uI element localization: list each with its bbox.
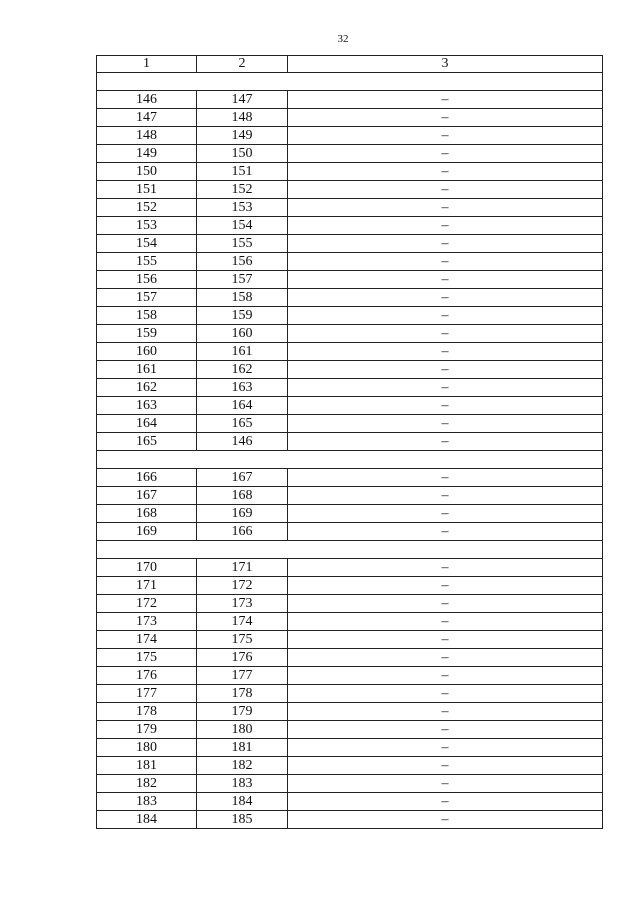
table-cell-col2: 146 xyxy=(197,433,288,451)
table-cell-col3: – xyxy=(288,469,603,487)
table-body xyxy=(97,56,603,829)
table-cell-col3: – xyxy=(288,163,603,181)
table-row xyxy=(97,415,603,433)
table-cell-col3: – xyxy=(288,739,603,757)
header-row xyxy=(97,56,603,73)
table-cell-col2: 176 xyxy=(197,649,288,667)
table-row xyxy=(97,613,603,631)
table-cell-col3: – xyxy=(288,199,603,217)
table-cell-col2: 172 xyxy=(197,577,288,595)
table-row xyxy=(97,343,603,361)
table-row xyxy=(97,559,603,577)
table-cell-col3: – xyxy=(288,685,603,703)
table-cell-col3: – xyxy=(288,577,603,595)
table-cell-col1: 184 xyxy=(97,811,197,829)
table-cell-col1: 180 xyxy=(97,739,197,757)
table-cell-col2: 171 xyxy=(197,559,288,577)
table-cell-col1: 173 xyxy=(97,613,197,631)
table-cell-col1: 153 xyxy=(97,217,197,235)
table-cell-col2: 175 xyxy=(197,631,288,649)
table-row xyxy=(97,721,603,739)
table-cell-col2: 160 xyxy=(197,325,288,343)
table-cell-col2: 156 xyxy=(197,253,288,271)
table-cell-col1: 162 xyxy=(97,379,197,397)
table-row xyxy=(97,793,603,811)
table-cell-col3: – xyxy=(288,181,603,199)
table-cell-col2: 184 xyxy=(197,793,288,811)
table-cell-col2: 180 xyxy=(197,721,288,739)
table-cell-col2: 152 xyxy=(197,181,288,199)
table-cell-col3: – xyxy=(288,559,603,577)
table-cell-col3: – xyxy=(288,703,603,721)
table-row xyxy=(97,631,603,649)
table-cell-col3: – xyxy=(288,127,603,145)
table-cell-col3: – xyxy=(288,325,603,343)
table-row xyxy=(97,505,603,523)
table-cell-col1: 148 xyxy=(97,127,197,145)
table-cell-col2: 153 xyxy=(197,199,288,217)
table-cell-col2: 159 xyxy=(197,307,288,325)
table-row xyxy=(97,811,603,829)
section-separator-row xyxy=(97,541,603,559)
table-cell-col2: 178 xyxy=(197,685,288,703)
table-row xyxy=(97,163,603,181)
table-row xyxy=(97,595,603,613)
table-cell-col2: 148 xyxy=(197,109,288,127)
table-row xyxy=(97,685,603,703)
table-cell-col2: 177 xyxy=(197,667,288,685)
table-cell-col2: 169 xyxy=(197,505,288,523)
table-cell-col3: – xyxy=(288,649,603,667)
table-cell-col2: 181 xyxy=(197,739,288,757)
table-row xyxy=(97,667,603,685)
table-cell-col1: 176 xyxy=(97,667,197,685)
section-separator-cell xyxy=(97,541,603,559)
table-row xyxy=(97,433,603,451)
table-cell-col1: 151 xyxy=(97,181,197,199)
column-header-3: 3 xyxy=(288,56,603,73)
table-row xyxy=(97,109,603,127)
table-cell-col2: 168 xyxy=(197,487,288,505)
table-cell-col3: – xyxy=(288,397,603,415)
table-cell-col1: 183 xyxy=(97,793,197,811)
table-cell-col2: 185 xyxy=(197,811,288,829)
table-cell-col3: – xyxy=(288,343,603,361)
table-cell-col2: 163 xyxy=(197,379,288,397)
table-cell-col3: – xyxy=(288,235,603,253)
table-cell-col3: – xyxy=(288,91,603,109)
table-cell-col3: – xyxy=(288,811,603,829)
table-row xyxy=(97,289,603,307)
page-number: 32 xyxy=(337,33,349,45)
table-cell-col1: 163 xyxy=(97,397,197,415)
table-cell-col1: 160 xyxy=(97,343,197,361)
table-cell-col1: 152 xyxy=(97,199,197,217)
table-row xyxy=(97,235,603,253)
table-cell-col3: – xyxy=(288,307,603,325)
table-row xyxy=(97,523,603,541)
table-cell-col1: 147 xyxy=(97,109,197,127)
table-cell-col1: 168 xyxy=(97,505,197,523)
table-cell-col1: 165 xyxy=(97,433,197,451)
table-cell-col1: 171 xyxy=(97,577,197,595)
table-cell-col2: 164 xyxy=(197,397,288,415)
table-cell-col2: 158 xyxy=(197,289,288,307)
table-cell-col3: – xyxy=(288,289,603,307)
table-row xyxy=(97,307,603,325)
table-cell-col2: 151 xyxy=(197,163,288,181)
table-cell-col3: – xyxy=(288,379,603,397)
table-cell-col2: 149 xyxy=(197,127,288,145)
table-row xyxy=(97,361,603,379)
table-cell-col3: – xyxy=(288,775,603,793)
table-cell-col2: 155 xyxy=(197,235,288,253)
table-cell-col1: 149 xyxy=(97,145,197,163)
table-cell-col3: – xyxy=(288,523,603,541)
table-cell-col3: – xyxy=(288,109,603,127)
table-cell-col1: 181 xyxy=(97,757,197,775)
table-cell-col1: 164 xyxy=(97,415,197,433)
table-cell-col2: 161 xyxy=(197,343,288,361)
table-cell-col1: 169 xyxy=(97,523,197,541)
table-row xyxy=(97,397,603,415)
section-separator-row xyxy=(97,73,603,91)
table-cell-col1: 159 xyxy=(97,325,197,343)
table-cell-col3: – xyxy=(288,667,603,685)
table-cell-col3: – xyxy=(288,271,603,289)
table-cell-col1: 172 xyxy=(97,595,197,613)
table-cell-col3: – xyxy=(288,415,603,433)
table-cell-col3: – xyxy=(288,721,603,739)
table-cell-col3: – xyxy=(288,613,603,631)
table-row xyxy=(97,127,603,145)
table-cell-col1: 150 xyxy=(97,163,197,181)
table-cell-col3: – xyxy=(288,505,603,523)
table-row xyxy=(97,91,603,109)
table-cell-col2: 162 xyxy=(197,361,288,379)
table-row xyxy=(97,487,603,505)
table-cell-col3: – xyxy=(288,487,603,505)
data-table xyxy=(96,55,603,829)
table-cell-col1: 166 xyxy=(97,469,197,487)
table-cell-col3: – xyxy=(288,217,603,235)
table-row xyxy=(97,199,603,217)
table-row xyxy=(97,379,603,397)
table-cell-col1: 157 xyxy=(97,289,197,307)
table-row xyxy=(97,739,603,757)
section-separator-row xyxy=(97,451,603,469)
table-cell-col3: – xyxy=(288,361,603,379)
section-separator-cell xyxy=(97,73,603,91)
table-cell-col1: 175 xyxy=(97,649,197,667)
table-cell-col2: 150 xyxy=(197,145,288,163)
table-row xyxy=(97,703,603,721)
table-cell-col2: 157 xyxy=(197,271,288,289)
table-row xyxy=(97,271,603,289)
table-cell-col2: 174 xyxy=(197,613,288,631)
table-cell-col1: 154 xyxy=(97,235,197,253)
table-row xyxy=(97,325,603,343)
table-cell-col3: – xyxy=(288,631,603,649)
table-row xyxy=(97,217,603,235)
table-row xyxy=(97,253,603,271)
table-row xyxy=(97,469,603,487)
table-row xyxy=(97,145,603,163)
table-cell-col2: 166 xyxy=(197,523,288,541)
table-row xyxy=(97,757,603,775)
table-cell-col2: 165 xyxy=(197,415,288,433)
table-cell-col2: 173 xyxy=(197,595,288,613)
table-cell-col1: 178 xyxy=(97,703,197,721)
table-cell-col1: 182 xyxy=(97,775,197,793)
table-cell-col1: 170 xyxy=(97,559,197,577)
table-cell-col3: – xyxy=(288,433,603,451)
table-row xyxy=(97,649,603,667)
table-cell-col1: 161 xyxy=(97,361,197,379)
table-cell-col2: 182 xyxy=(197,757,288,775)
table-cell-col1: 155 xyxy=(97,253,197,271)
table-row xyxy=(97,577,603,595)
column-header-1: 1 xyxy=(97,56,197,73)
table-cell-col1: 179 xyxy=(97,721,197,739)
table-cell-col1: 146 xyxy=(97,91,197,109)
table-row xyxy=(97,181,603,199)
table-cell-col1: 174 xyxy=(97,631,197,649)
table-cell-col3: – xyxy=(288,793,603,811)
table-cell-col1: 156 xyxy=(97,271,197,289)
table-cell-col3: – xyxy=(288,757,603,775)
table-cell-col2: 154 xyxy=(197,217,288,235)
section-separator-cell xyxy=(97,451,603,469)
table-cell-col2: 179 xyxy=(197,703,288,721)
table-cell-col2: 147 xyxy=(197,91,288,109)
table-cell-col3: – xyxy=(288,145,603,163)
table-cell-col1: 177 xyxy=(97,685,197,703)
table-cell-col1: 158 xyxy=(97,307,197,325)
table-cell-col2: 167 xyxy=(197,469,288,487)
table-row xyxy=(97,775,603,793)
table-cell-col3: – xyxy=(288,595,603,613)
table-cell-col1: 167 xyxy=(97,487,197,505)
column-header-2: 2 xyxy=(197,56,288,73)
table-cell-col3: – xyxy=(288,253,603,271)
table-cell-col2: 183 xyxy=(197,775,288,793)
